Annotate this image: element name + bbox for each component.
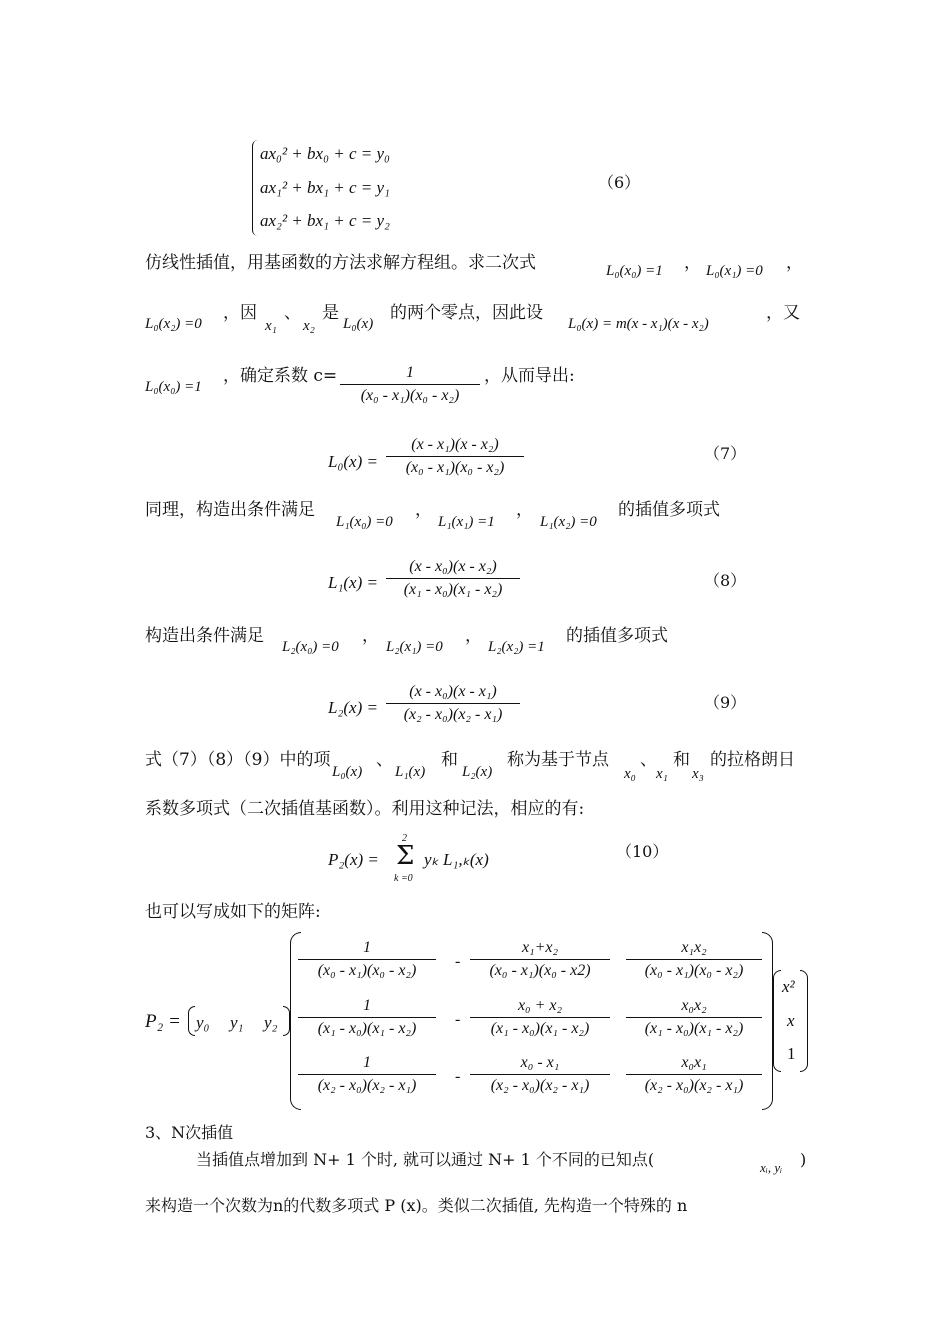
matrix-minus-sign: - [455, 953, 461, 970]
equation-number-9: （9） [704, 693, 747, 712]
text-fragment: 称为基于节点 [507, 750, 609, 770]
row-vector-y2: y₂ [264, 1013, 278, 1032]
cell-numerator: 1 [363, 1054, 371, 1071]
column-vector-1: 1 [787, 1044, 796, 1063]
text-fragment: 的插值多项式 [566, 626, 668, 646]
column-vector-right-paren [800, 970, 808, 1072]
text-fragment: 和 [673, 750, 690, 770]
condition-l0-x0: L₀(x₀) =1 [145, 379, 202, 395]
condition-l0-x0: L₀(x₀) =1 [606, 263, 663, 279]
section-heading: 3、N次插值 [145, 1123, 234, 1142]
matrix-cell-r3-c3 [626, 1054, 762, 1095]
l0-form: L₀(x) = m(x - x₁)(x - x₂) [568, 316, 709, 332]
para-matrix-intro: 也可以写成如下的矩阵: [145, 902, 321, 922]
eq8-lhs: L₁(x) = [328, 573, 378, 592]
text-fragment: 同理，构造出条件满足 [145, 500, 315, 520]
matrix-cell-r2-c2 [470, 997, 610, 1038]
cell-numerator: x₀ + x₂ [517, 997, 563, 1014]
eq10-rhs: yₖ L₁,ₖ(x) [424, 850, 489, 869]
cell-denominator: (x₂ - x₀)(x₂ - x₁) [298, 1074, 436, 1095]
matrix-cell-r3-c1 [298, 1054, 436, 1095]
eq9-lhs: L₂(x) = [328, 698, 378, 717]
text-fragment: 和 [441, 750, 458, 770]
matrix-cell-r1-c3 [626, 939, 762, 980]
sum-upper-limit: 2 [402, 833, 407, 844]
cell-denominator: (x₁ - x₀)(x₁ - x₂) [298, 1017, 436, 1038]
matrix-minus-sign: - [455, 1068, 461, 1085]
cell-denominator: (x₀ - x₁)(x₀ - x₂) [298, 959, 436, 980]
text-fragment: 、 [284, 303, 301, 323]
system-row-1: ax₀² + bx₀ + c = y₀ [260, 144, 390, 163]
cell-denominator: (x₀ - x₁)(x₀ - x₂) [626, 959, 762, 980]
text-fragment: 式（7）（8）（9）中的项 [145, 750, 331, 770]
matrix-minus-sign: - [455, 1011, 461, 1028]
cell-numerator: x₀x₁ [681, 1054, 707, 1071]
text-fragment: 构造出条件满足 [145, 626, 264, 646]
text-fragment: 的插值多项式 [618, 500, 720, 520]
symbol-x0: x₀ [624, 766, 636, 782]
symbol-l1: L₁(x) [395, 764, 426, 780]
fraction-denominator: (x₂ - x₀)(x₂ - x₁) [386, 703, 520, 724]
text-fragment: 的拉格朗日 [710, 750, 795, 770]
text-fragment: 的两个零点，因此设 [390, 303, 543, 323]
cell-numerator: 1 [363, 997, 371, 1014]
fraction-numerator: (x - x₀)(x - x₁) [409, 683, 497, 700]
text-fragment: ，确定系数 c= [223, 366, 338, 386]
matrix-cell-r2-c1 [298, 997, 436, 1038]
separator: ， [684, 253, 701, 273]
system-brace [252, 140, 259, 236]
fraction-denominator: (x₀ - x₁)(x₀ - x₂) [340, 384, 480, 405]
separator: ， [516, 500, 533, 520]
sum-sigma: Σ [396, 841, 415, 871]
matrix-right-paren [762, 932, 773, 1110]
separator: ， [465, 626, 482, 646]
text-fragment: ，从而导出: [484, 366, 575, 386]
condition-l1-x2: L₁(x₂) =0 [540, 514, 597, 530]
fraction-numerator: (x - x₁)(x - x₂) [411, 436, 499, 453]
condition-l2-x2: L₂(x₂) =1 [488, 639, 545, 655]
coefficient-fraction [340, 364, 480, 405]
cell-numerator: x₀x₂ [681, 997, 707, 1014]
symbol-l2: L₂(x) [462, 764, 493, 780]
symbol-x3: x₃ [692, 766, 704, 782]
sum-lower-limit: k =0 [394, 873, 413, 884]
cell-denominator: (x₁ - x₀)(x₁ - x₂) [470, 1017, 610, 1038]
symbol-x1: x₁ [656, 766, 668, 782]
text-fragment: 当插值点增加到 N+ 1 个时, 就可以通过 N+ 1 个不同的已知点( [196, 1150, 655, 1169]
equation-number-8: （8） [704, 571, 747, 590]
cell-numerator: 1 [363, 939, 371, 956]
text-fragment: 是 [322, 303, 339, 323]
matrix-cell-r2-c3 [626, 997, 762, 1038]
condition-l0-x1: L₀(x₁) =0 [706, 263, 763, 279]
equation-number-10: （10） [616, 842, 669, 861]
para-lagrange-notation: 系数多项式（二次插值基函数）。利用这种记法，相应的有: [145, 799, 585, 819]
fraction-denominator: (x₀ - x₁)(x₀ - x₂) [386, 456, 524, 477]
symbol-l0: L₀(x) [343, 316, 374, 332]
condition-l2-x0: L₂(x₀) =0 [282, 639, 339, 655]
eq9-fraction [386, 683, 520, 724]
text-fragment: 、 [376, 750, 393, 770]
symbol-x2: x₂ [303, 318, 315, 334]
text-fragment: ，又 [766, 303, 800, 323]
eq7-lhs: L₀(x) = [328, 452, 378, 471]
eq10-lhs: P₂(x) = [328, 850, 379, 869]
separator: ， [415, 500, 432, 520]
para-basis-intro: 仿线性插值，用基函数的方法求解方程组。求二次式 [145, 253, 536, 273]
system-row-2: ax₁² + bx₁ + c = y₁ [260, 178, 390, 197]
row-vector-y0: y₀ [196, 1013, 210, 1032]
eq7-fraction [386, 436, 524, 477]
equation-number-7: （7） [704, 444, 747, 463]
matrix-cell-r1-c1 [298, 939, 436, 980]
cell-denominator: (x₁ - x₀)(x₁ - x₂) [626, 1017, 762, 1038]
column-vector-left-paren [773, 970, 781, 1072]
cell-numerator: x₀ - x₁ [520, 1054, 560, 1071]
cell-denominator: (x₂ - x₀)(x₂ - x₁) [626, 1074, 762, 1095]
fraction-denominator: (x₁ - x₀)(x₁ - x₂) [386, 578, 520, 599]
eq8-fraction [386, 558, 520, 599]
separator: ， [362, 626, 379, 646]
para-n-degree: 来构造一个次数为n的代数多项式 P (x)。类似二次插值, 先构造一个特殊的 n [145, 1196, 688, 1215]
text-fragment: ) [800, 1150, 807, 1169]
column-vector-x: x [787, 1011, 795, 1030]
cell-numerator: x₁+x₂ [521, 939, 559, 956]
cell-denominator: (x₂ - x₀)(x₂ - x₁) [470, 1074, 610, 1095]
cell-denominator: (x₀ - x₁)(x₀ - x2) [470, 959, 610, 980]
known-point: xᵢ, yᵢ [760, 1160, 783, 1175]
symbol-l0: L₀(x) [332, 764, 363, 780]
row-vector-left-paren [188, 1006, 195, 1036]
row-vector-right-paren [283, 1006, 290, 1036]
text-fragment: ，因 [223, 303, 257, 323]
symbol-x1: x₁ [265, 318, 277, 334]
system-row-3: ax₂² + bx₁ + c = y₂ [260, 211, 390, 230]
row-vector-y1: y₁ [230, 1013, 244, 1032]
column-vector-x2: x² [782, 977, 795, 996]
condition-l1-x1: L₁(x₁) =1 [438, 514, 495, 530]
matrix-cell-r3-c2 [470, 1054, 610, 1095]
equation-number-6: （6） [598, 173, 641, 192]
fraction-numerator: (x - x₀)(x - x₂) [409, 558, 497, 575]
condition-l2-x1: L₂(x₁) =0 [386, 639, 443, 655]
matrix-cell-r1-c2 [470, 939, 610, 980]
condition-l1-x0: L₁(x₀) =0 [336, 514, 393, 530]
fraction-numerator: 1 [406, 364, 414, 381]
text-fragment: 、 [640, 750, 657, 770]
separator: ， [786, 253, 803, 273]
matrix-lhs: P₂ = [145, 1011, 181, 1032]
condition-l0-x2: L₀(x₂) =0 [145, 316, 202, 332]
cell-numerator: x₁x₂ [681, 939, 707, 956]
